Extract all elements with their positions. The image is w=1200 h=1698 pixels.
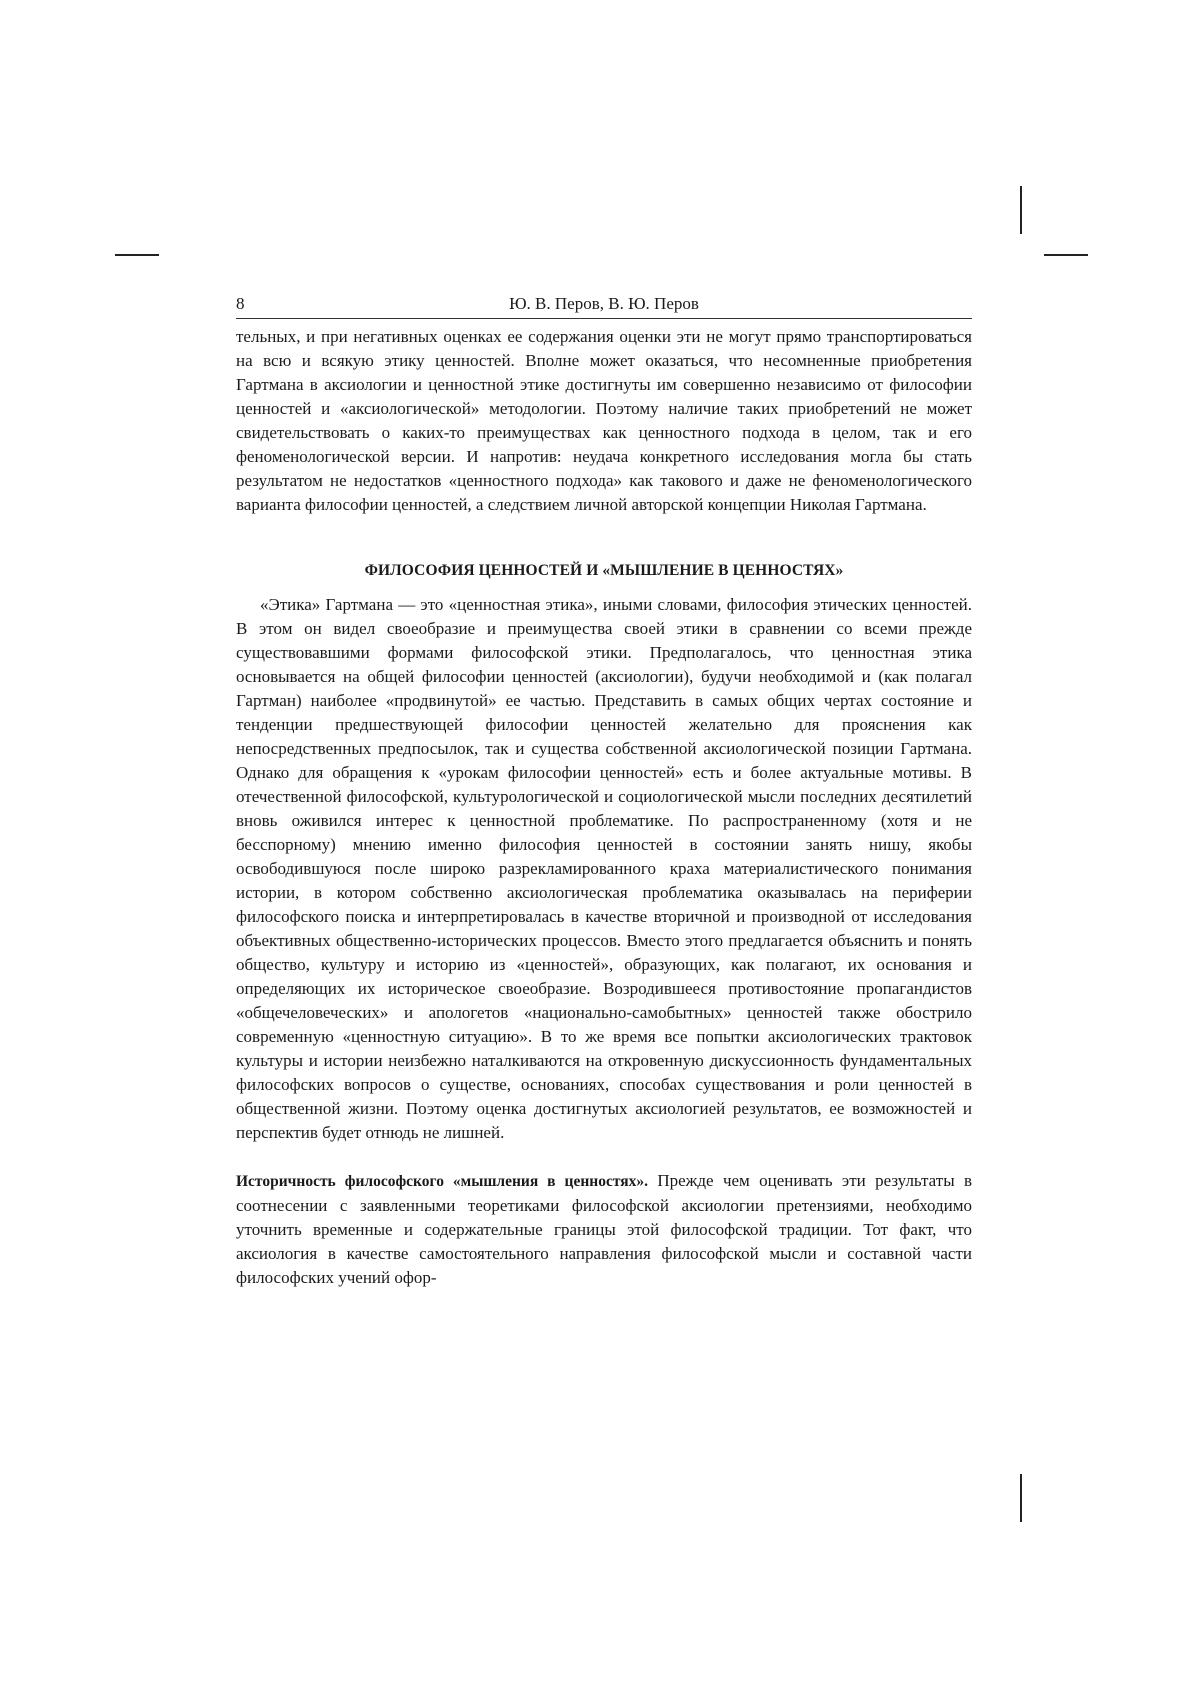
page-number: 8 xyxy=(236,294,245,313)
section-heading: ФИЛОСОФИЯ ЦЕННОСТЕЙ И «МЫШЛЕНИЕ В ЦЕННОСТЯХ» xyxy=(364,562,844,579)
paragraph-historicity xyxy=(236,1169,972,1290)
paragraph-continuation: тельных, и при негативных оценках ее содержания оценки эти не могут прямо транспортироваться на всю и всякую этику ценностей. Вполне может оказаться, что несомненные приобретения Гартмана в аксиологии и ценностной этике достигнуты им совершенно независимо от философии ценностей и «аксиологической» методологии. Поэтому наличие таких приобретений не может свидетельствовать о каких-то преимуществах как ценностного подхода в целом, так и его феноменологической версии. И напротив: неудача конкретного исследования могла бы стать результатом не недостатков «ценностного подхода» как такового и даже не феноменологического варианта философии ценностей, а следствием личной авторской концепции Николая Гартмана. xyxy=(236,327,972,514)
crop-mark-top-left xyxy=(115,254,159,256)
book-page xyxy=(236,290,972,1290)
running-head-authors: Ю. В. Перов, В. Ю. Перов xyxy=(509,294,699,313)
running-head xyxy=(236,290,972,319)
crop-mark-vertical-top xyxy=(1020,186,1022,234)
crop-mark-vertical-bottom xyxy=(1020,1474,1022,1522)
paragraph-ethics: «Этика» Гартмана — это «ценностная этика», иными словами, философия этических ценностей. В этом он видел своеобразие и преимущества своей этики в сравнении со всеми прежде существовавшими формами философской этики. Предполагалось, что ценностная этика основывается на общей философии ценностей (аксиологии), будучи необходимой и (как полагал Гартман) наиболее «продвинутой» ее частью. Представить в самых общих чертах состояние и тенденции предшествующей философии ценностей желательно для прояснения как непосредственных предпосылок, так и существа собственной аксиологической позиции Гартмана. Однако для обращения к «урокам философии ценностей» есть и более актуальные мотивы. В отечественной философской, культурологической и социологической мысли последних десятилетий вновь оживился интерес к ценностной проблематике. По распространенному (хотя и не бесспорному) мнению именно философия ценностей в состоянии занять нишу, якобы освободившуюся после широко разрекламированного краха материалистического понимания истории, в котором собственно аксиологическая проблематика оказывалась на периферии философского поиска и интерпретировалась в качестве вторичной и производной от исследования объективных общественно-исторических процессов. Вместо этого предлагается объяснить и понять общество, культуру и историю из «ценностей», образующих, как полагают, их основания и определяющих их историческое своеобразие. Возродившееся противостояние пропагандистов «общечеловеческих» и апологетов «национально-самобытных» ценностей также обострило современную «ценностную ситуацию». В то же время все попытки аксиологических трактовок культуры и истории неизбежно наталкиваются на откровенную дискуссионность фундаментальных философских вопросов о существе, основаниях, способах существования и роли ценностей в общественной жизни. Поэтому оценка достигнутых аксиологией результатов, ее возможностей и перспектив будет отнюдь не лишней. xyxy=(236,595,972,1142)
crop-mark-top-right xyxy=(1044,254,1088,256)
run-in-heading: Историчность философского «мышления в ценностях». xyxy=(236,1173,648,1190)
paragraph-historicity-body: Прежде чем оценивать эти результаты в соотнесении с заявленными теоретиками философской аксиологии претензиями, необходимо уточнить временные и содержательные границы этой философской традиции. Тот факт, что аксиология в качестве самостоятельного направления философской мысли и составной части философских учений офор- xyxy=(236,1171,972,1287)
